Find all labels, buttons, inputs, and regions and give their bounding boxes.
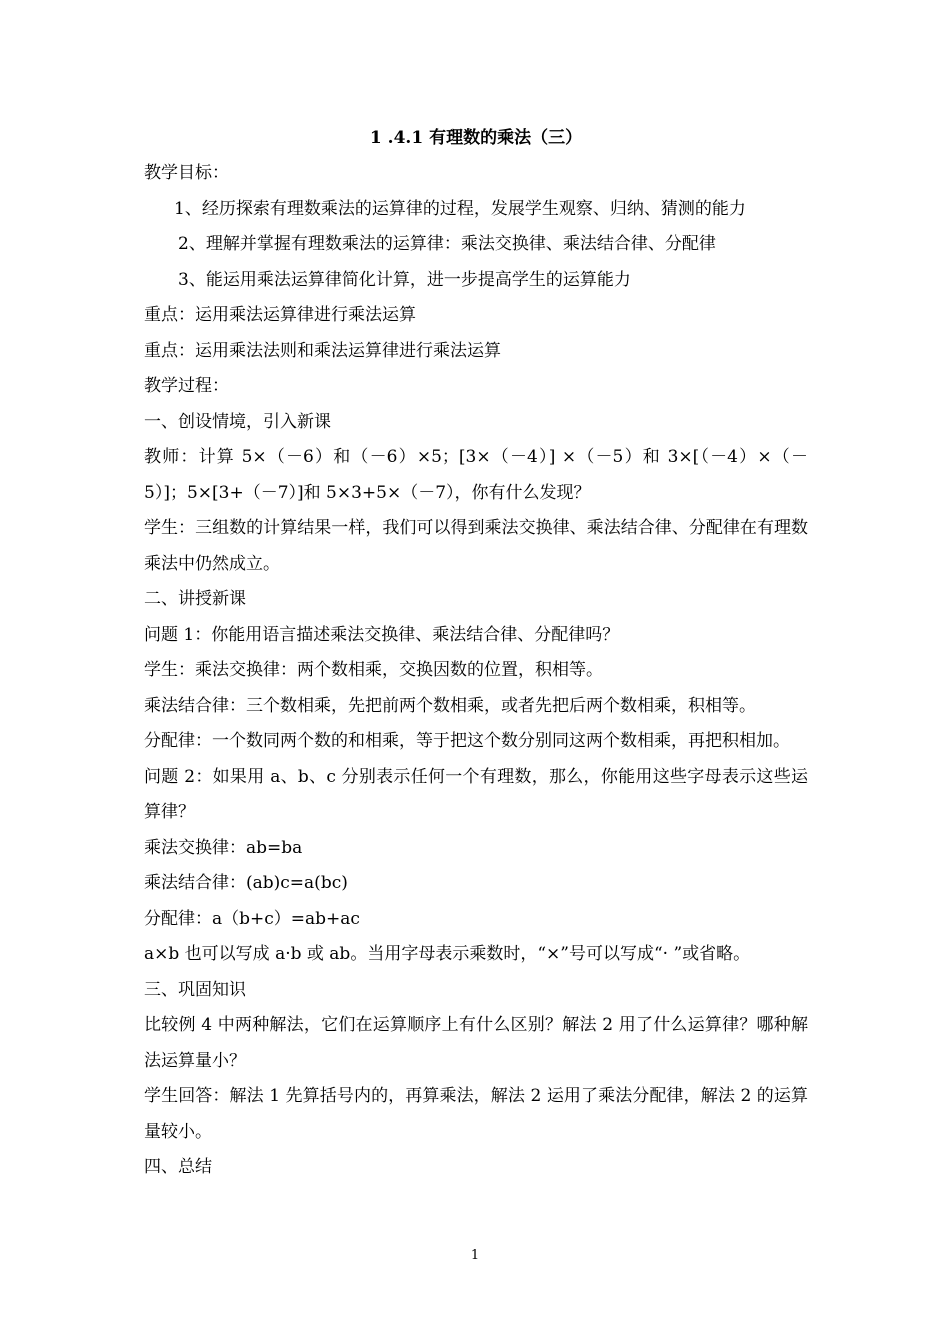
question-2: 问题 2：如果用 a、b、c 分别表示任何一个有理数，那么，你能用这些字母表示这些运算律？ bbox=[144, 766, 808, 822]
comparison-question: 比较例 4 中两种解法，它们在运算顺序上有什么区别？解法 2 用了什么运算律？哪种解法运算量小？ bbox=[144, 1015, 808, 1071]
student-answer-2: 学生：乘法交换律：两个数相乘，交换因数的位置，积相等。 bbox=[144, 660, 603, 680]
process-heading: 教学过程： bbox=[144, 376, 229, 396]
key-point-1: 重点：运用乘法运算律进行乘法运算 bbox=[144, 305, 416, 325]
distributive-formula: 分配律：a（b+c）=ab+ac bbox=[144, 908, 360, 929]
objective-2: 2、理解并掌握有理数乘法的运算律：乘法交换律、乘法结合律、分配律 bbox=[178, 234, 716, 254]
distributive-law-text: 分配律：一个数同两个数的和相乘，等于把这个数分别同这两个数相乘，再把积相加。 bbox=[144, 731, 790, 751]
associative-formula: 乘法结合律：(ab)c=a(bc) bbox=[144, 873, 348, 893]
objective-1: 1、经历探索有理数乘法的运算律的过程，发展学生观察、归纳、猜测的能力 bbox=[174, 198, 746, 219]
question-1: 问题 1：你能用语言描述乘法交换律、乘法结合律、分配律吗？ bbox=[144, 624, 620, 645]
section-1-heading: 一、创设情境，引入新课 bbox=[144, 411, 331, 432]
teacher-prompt: 教师：计算 5×（－6）和（－6）×5；[3×（－4）] ×（－5）和 3×[（－4）×（－5）]；5×[3+（－7）]和 5×3+5×（－7），你有什么发现？ bbox=[144, 447, 808, 503]
section-4-heading: 四、总结 bbox=[144, 1157, 212, 1177]
student-answer-3: 学生回答：解法 1 先算括号内的，再算乘法，解法 2 运用了乘法分配律，解法 2 的运算量较小。 bbox=[144, 1086, 808, 1142]
associative-law-text: 乘法结合律：三个数相乘，先把前两个数相乘，或者先把后两个数相乘，积相等。 bbox=[144, 695, 756, 716]
objective-3: 3、能运用乘法运算律简化计算，进一步提高学生的运算能力 bbox=[178, 269, 631, 290]
student-answer-1: 学生：三组数的计算结果一样，我们可以得到乘法交换律、乘法结合律、分配律在有理数乘法中仍然成立。 bbox=[144, 518, 808, 574]
document-title: 1 .4.1 有理数的乘法（三） bbox=[369, 128, 583, 148]
objectives-heading: 教学目标： bbox=[144, 163, 229, 183]
page-number: 1 bbox=[470, 1248, 480, 1263]
section-3-heading: 三、巩固知识 bbox=[144, 979, 246, 1000]
commutative-formula: 乘法交换律：ab=ba bbox=[144, 837, 303, 858]
key-point-2: 重点：运用乘法法则和乘法运算律进行乘法运算 bbox=[144, 340, 501, 361]
document-body bbox=[144, 120, 808, 1186]
section-2-heading: 二、讲授新课 bbox=[144, 589, 246, 609]
notation-note: a×b 也可以写成 a·b 或 ab。当用字母表示乘数时，“×”号可以写成“· ”或省略。 bbox=[144, 944, 751, 964]
